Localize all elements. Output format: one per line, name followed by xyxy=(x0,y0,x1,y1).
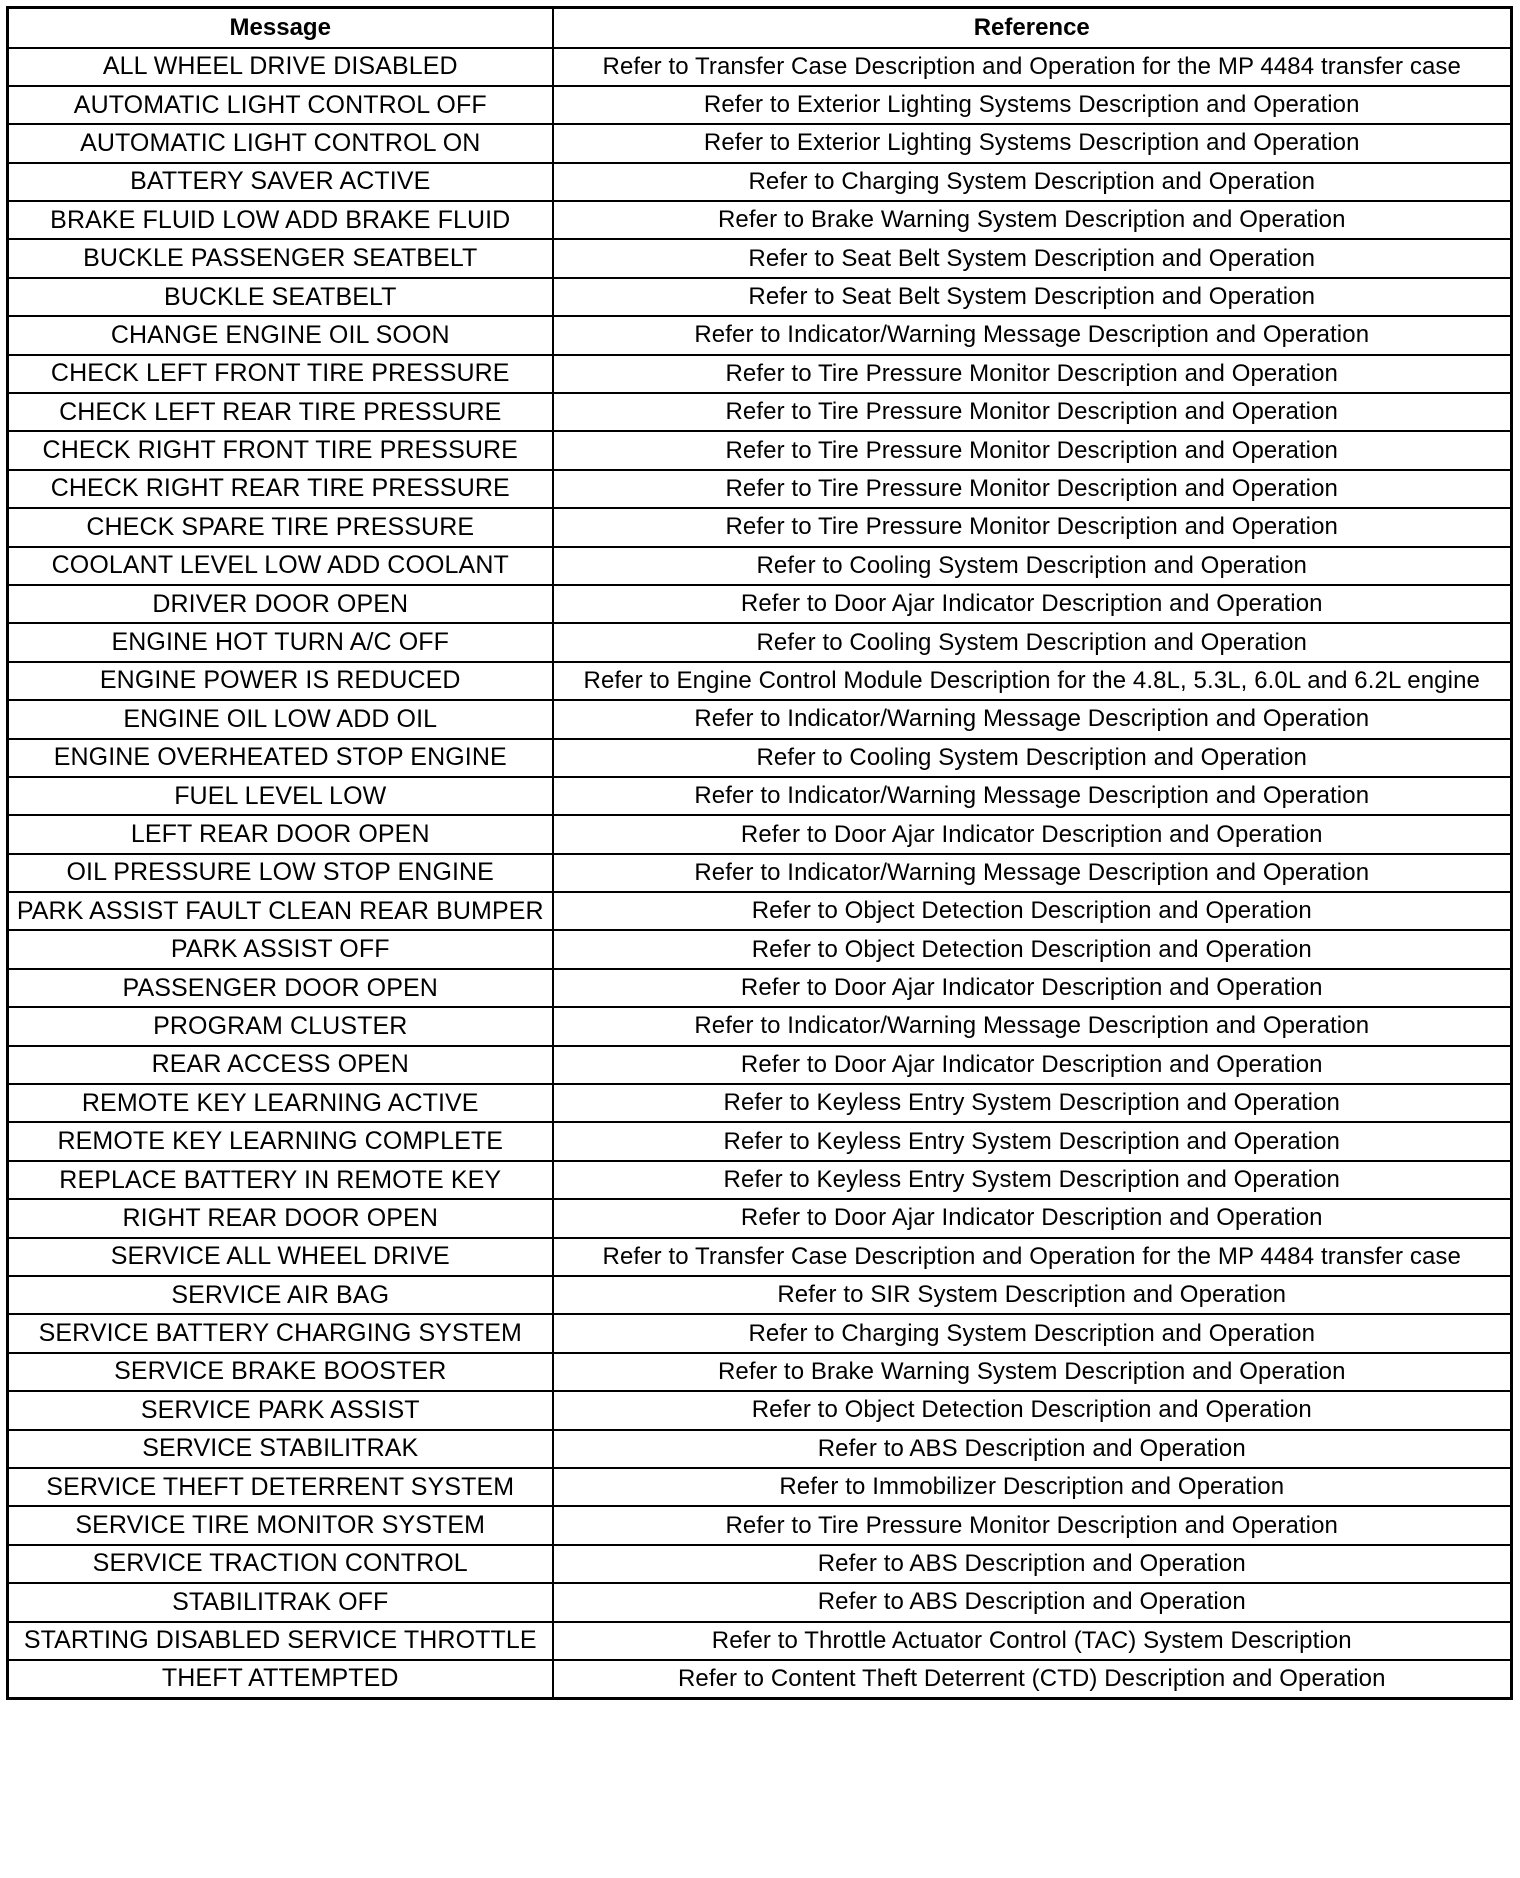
column-header-reference: Reference xyxy=(553,8,1512,48)
table-row xyxy=(8,1468,1512,1506)
message-cell: CHANGE ENGINE OIL SOON xyxy=(8,316,553,354)
reference-cell: Refer to Door Ajar Indicator Description and Operation xyxy=(553,969,1512,1007)
table-row xyxy=(8,1314,1512,1352)
message-reference-table xyxy=(6,6,1513,1700)
message-cell: BRAKE FLUID LOW ADD BRAKE FLUID xyxy=(8,201,553,239)
message-cell: ENGINE OIL LOW ADD OIL xyxy=(8,700,553,738)
reference-cell: Refer to Cooling System Description and Operation xyxy=(553,623,1512,661)
reference-cell: Refer to Tire Pressure Monitor Description and Operation xyxy=(553,470,1512,508)
table-row xyxy=(8,431,1512,469)
reference-cell: Refer to Seat Belt System Description and Operation xyxy=(553,239,1512,277)
reference-cell: Refer to Engine Control Module Description for the 4.8L, 5.3L, 6.0L and 6.2L engine xyxy=(553,662,1512,700)
table-row xyxy=(8,1622,1512,1660)
message-cell: PROGRAM CLUSTER xyxy=(8,1007,553,1045)
reference-cell: Refer to Seat Belt System Description and Operation xyxy=(553,278,1512,316)
reference-cell: Refer to Indicator/Warning Message Description and Operation xyxy=(553,854,1512,892)
table-row xyxy=(8,739,1512,777)
message-cell: BUCKLE PASSENGER SEATBELT xyxy=(8,239,553,277)
reference-cell: Refer to ABS Description and Operation xyxy=(553,1545,1512,1583)
table-row xyxy=(8,892,1512,930)
message-cell: AUTOMATIC LIGHT CONTROL OFF xyxy=(8,86,553,124)
message-cell: CHECK SPARE TIRE PRESSURE xyxy=(8,508,553,546)
table-row xyxy=(8,355,1512,393)
message-cell: CHECK RIGHT FRONT TIRE PRESSURE xyxy=(8,431,553,469)
reference-cell: Refer to Keyless Entry System Description and Operation xyxy=(553,1161,1512,1199)
message-cell: PASSENGER DOOR OPEN xyxy=(8,969,553,1007)
message-cell: BUCKLE SEATBELT xyxy=(8,278,553,316)
message-cell: SERVICE TRACTION CONTROL xyxy=(8,1545,553,1583)
reference-cell: Refer to Door Ajar Indicator Description and Operation xyxy=(553,1046,1512,1084)
message-cell: SERVICE THEFT DETERRENT SYSTEM xyxy=(8,1468,553,1506)
table-row xyxy=(8,662,1512,700)
reference-cell: Refer to Object Detection Description and Operation xyxy=(553,930,1512,968)
reference-cell: Refer to Charging System Description and Operation xyxy=(553,163,1512,201)
table-row xyxy=(8,201,1512,239)
table-row xyxy=(8,163,1512,201)
column-header-message: Message xyxy=(8,8,553,48)
table-row xyxy=(8,547,1512,585)
table-row xyxy=(8,278,1512,316)
message-cell: ENGINE POWER IS REDUCED xyxy=(8,662,553,700)
reference-cell: Refer to Tire Pressure Monitor Description and Operation xyxy=(553,355,1512,393)
table-body xyxy=(8,48,1512,1699)
message-cell: CHECK LEFT FRONT TIRE PRESSURE xyxy=(8,355,553,393)
message-cell: REAR ACCESS OPEN xyxy=(8,1046,553,1084)
message-cell: RIGHT REAR DOOR OPEN xyxy=(8,1199,553,1237)
table-header xyxy=(8,8,1512,48)
table-row xyxy=(8,1199,1512,1237)
message-cell: SERVICE TIRE MONITOR SYSTEM xyxy=(8,1506,553,1544)
reference-cell: Refer to Tire Pressure Monitor Description and Operation xyxy=(553,393,1512,431)
message-cell: REPLACE BATTERY IN REMOTE KEY xyxy=(8,1161,553,1199)
table-row xyxy=(8,470,1512,508)
table-row xyxy=(8,1391,1512,1429)
table-row xyxy=(8,1353,1512,1391)
message-cell: REMOTE KEY LEARNING COMPLETE xyxy=(8,1122,553,1160)
table-row xyxy=(8,1660,1512,1698)
message-cell: CHECK RIGHT REAR TIRE PRESSURE xyxy=(8,470,553,508)
table-row xyxy=(8,585,1512,623)
message-cell: ENGINE HOT TURN A/C OFF xyxy=(8,623,553,661)
message-cell: SERVICE STABILITRAK xyxy=(8,1430,553,1468)
table-row xyxy=(8,700,1512,738)
reference-cell: Refer to ABS Description and Operation xyxy=(553,1430,1512,1468)
table-row xyxy=(8,623,1512,661)
reference-cell: Refer to SIR System Description and Operation xyxy=(553,1276,1512,1314)
table-row xyxy=(8,1046,1512,1084)
reference-cell: Refer to Object Detection Description and Operation xyxy=(553,892,1512,930)
reference-cell: Refer to Indicator/Warning Message Description and Operation xyxy=(553,700,1512,738)
table-row xyxy=(8,815,1512,853)
message-cell: SERVICE ALL WHEEL DRIVE xyxy=(8,1238,553,1276)
message-cell: SERVICE BRAKE BOOSTER xyxy=(8,1353,553,1391)
header-row xyxy=(8,8,1512,48)
table-row xyxy=(8,1430,1512,1468)
reference-cell: Refer to ABS Description and Operation xyxy=(553,1583,1512,1621)
table-row xyxy=(8,316,1512,354)
reference-cell: Refer to Tire Pressure Monitor Description and Operation xyxy=(553,431,1512,469)
message-cell: ALL WHEEL DRIVE DISABLED xyxy=(8,48,553,86)
table-row xyxy=(8,1545,1512,1583)
table-row xyxy=(8,854,1512,892)
reference-cell: Refer to Transfer Case Description and Operation for the MP 4484 transfer case xyxy=(553,1238,1512,1276)
reference-cell: Refer to Throttle Actuator Control (TAC) System Description xyxy=(553,1622,1512,1660)
table-row xyxy=(8,1506,1512,1544)
message-cell: SERVICE AIR BAG xyxy=(8,1276,553,1314)
message-cell: DRIVER DOOR OPEN xyxy=(8,585,553,623)
reference-cell: Refer to Exterior Lighting Systems Description and Operation xyxy=(553,86,1512,124)
reference-cell: Refer to Indicator/Warning Message Description and Operation xyxy=(553,1007,1512,1045)
table-row xyxy=(8,393,1512,431)
reference-cell: Refer to Object Detection Description and Operation xyxy=(553,1391,1512,1429)
reference-cell: Refer to Content Theft Deterrent (CTD) Description and Operation xyxy=(553,1660,1512,1698)
message-cell: STABILITRAK OFF xyxy=(8,1583,553,1621)
table-row xyxy=(8,86,1512,124)
message-cell: PARK ASSIST OFF xyxy=(8,930,553,968)
reference-cell: Refer to Indicator/Warning Message Description and Operation xyxy=(553,777,1512,815)
message-cell: OIL PRESSURE LOW STOP ENGINE xyxy=(8,854,553,892)
reference-cell: Refer to Tire Pressure Monitor Description and Operation xyxy=(553,1506,1512,1544)
reference-cell: Refer to Door Ajar Indicator Description and Operation xyxy=(553,1199,1512,1237)
table-row xyxy=(8,930,1512,968)
reference-cell: Refer to Immobilizer Description and Operation xyxy=(553,1468,1512,1506)
table-row xyxy=(8,1276,1512,1314)
message-cell: BATTERY SAVER ACTIVE xyxy=(8,163,553,201)
table-row xyxy=(8,1238,1512,1276)
reference-cell: Refer to Cooling System Description and Operation xyxy=(553,739,1512,777)
message-cell: AUTOMATIC LIGHT CONTROL ON xyxy=(8,124,553,162)
reference-cell: Refer to Door Ajar Indicator Description and Operation xyxy=(553,585,1512,623)
message-cell: THEFT ATTEMPTED xyxy=(8,1660,553,1698)
table-row xyxy=(8,777,1512,815)
message-cell: REMOTE KEY LEARNING ACTIVE xyxy=(8,1084,553,1122)
table-row xyxy=(8,1007,1512,1045)
message-cell: FUEL LEVEL LOW xyxy=(8,777,553,815)
message-cell: PARK ASSIST FAULT CLEAN REAR BUMPER xyxy=(8,892,553,930)
message-cell: CHECK LEFT REAR TIRE PRESSURE xyxy=(8,393,553,431)
reference-cell: Refer to Cooling System Description and Operation xyxy=(553,547,1512,585)
reference-cell: Refer to Brake Warning System Description and Operation xyxy=(553,201,1512,239)
table-row xyxy=(8,969,1512,1007)
reference-cell: Refer to Transfer Case Description and Operation for the MP 4484 transfer case xyxy=(553,48,1512,86)
table-row xyxy=(8,124,1512,162)
table-row xyxy=(8,1583,1512,1621)
message-cell: ENGINE OVERHEATED STOP ENGINE xyxy=(8,739,553,777)
reference-cell: Refer to Charging System Description and Operation xyxy=(553,1314,1512,1352)
reference-cell: Refer to Indicator/Warning Message Description and Operation xyxy=(553,316,1512,354)
message-cell: LEFT REAR DOOR OPEN xyxy=(8,815,553,853)
reference-cell: Refer to Keyless Entry System Description and Operation xyxy=(553,1122,1512,1160)
message-cell: STARTING DISABLED SERVICE THROTTLE xyxy=(8,1622,553,1660)
message-cell: SERVICE PARK ASSIST xyxy=(8,1391,553,1429)
reference-cell: Refer to Exterior Lighting Systems Description and Operation xyxy=(553,124,1512,162)
reference-cell: Refer to Keyless Entry System Description and Operation xyxy=(553,1084,1512,1122)
table-row xyxy=(8,48,1512,86)
table-row xyxy=(8,1122,1512,1160)
reference-cell: Refer to Door Ajar Indicator Description and Operation xyxy=(553,815,1512,853)
message-cell: SERVICE BATTERY CHARGING SYSTEM xyxy=(8,1314,553,1352)
message-cell: COOLANT LEVEL LOW ADD COOLANT xyxy=(8,547,553,585)
reference-cell: Refer to Tire Pressure Monitor Description and Operation xyxy=(553,508,1512,546)
table-row xyxy=(8,1161,1512,1199)
table-row xyxy=(8,508,1512,546)
reference-cell: Refer to Brake Warning System Description and Operation xyxy=(553,1353,1512,1391)
table-row xyxy=(8,1084,1512,1122)
table-row xyxy=(8,239,1512,277)
